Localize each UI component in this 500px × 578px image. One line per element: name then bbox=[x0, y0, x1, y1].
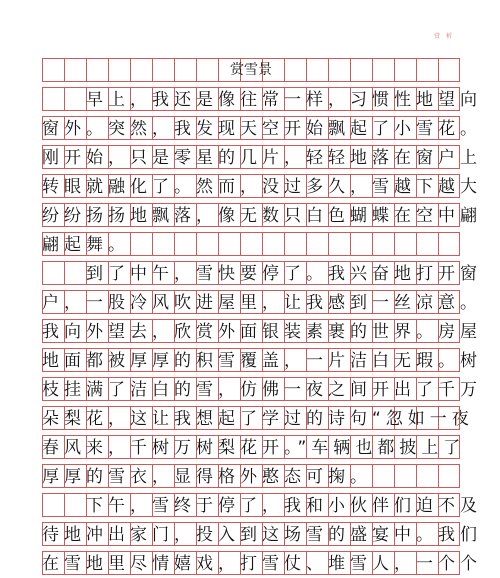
text-line: 朵梨花，这让我想起了学过的诗句“忽如一夜 bbox=[42, 409, 474, 429]
text-line: 到了中午，雪快要停了。我兴奋地打开窗 bbox=[42, 264, 482, 284]
text-row bbox=[42, 377, 482, 401]
text-row bbox=[42, 87, 482, 111]
text-row bbox=[42, 406, 474, 430]
text-line: 窗外。突然，我发现天空开始飘起了小雪花。 bbox=[42, 119, 482, 139]
text-row bbox=[42, 493, 482, 517]
text-line: 枝挂满了洁白的雪，仿佛一夜之间开出了千万 bbox=[42, 380, 482, 400]
text-line: 待地冲出家门，投入到这场雪的盛宴中。我们 bbox=[42, 525, 482, 545]
text-line: 春风来，千树万树梨花开。”车辆也都披上了 bbox=[42, 438, 466, 458]
text-row bbox=[42, 435, 466, 459]
text-line: 我向外望去，欣赏外面银装素裹的世界。房屋 bbox=[42, 322, 482, 342]
page-header-mark: 赏 析 bbox=[434, 33, 454, 40]
title-row bbox=[42, 58, 460, 82]
text-row bbox=[42, 464, 460, 488]
text-line: 在雪地里尽情嬉戏，打雪仗、堆雪人，一个个 bbox=[42, 554, 482, 574]
text-row bbox=[42, 116, 482, 140]
essay-title: 赏雪景 bbox=[230, 62, 272, 78]
text-line: 下午，雪终于停了，我和小伙伴们迫不及 bbox=[42, 496, 482, 516]
text-row bbox=[42, 290, 482, 314]
text-row bbox=[42, 348, 482, 372]
text-row bbox=[42, 232, 460, 256]
text-row bbox=[42, 174, 482, 198]
text-row bbox=[42, 522, 482, 546]
text-line: 纷纷扬扬地飘落，像无数只白色蝴蝶在空中翩 bbox=[42, 206, 482, 226]
text-line: 早上，我还是像往常一样，习惯性地望向 bbox=[42, 90, 482, 110]
text-line: 刚开始，只是零星的几片，轻轻地落在窗户上 bbox=[42, 148, 482, 168]
text-line: 户，一股冷风吹进屋里，让我感到一丝凉意。 bbox=[42, 293, 482, 313]
text-row bbox=[42, 319, 482, 343]
text-line: 厚厚的雪衣，显得格外憨态可掬。 bbox=[42, 467, 372, 487]
composition-sheet bbox=[42, 58, 482, 578]
text-line: 地面都被厚厚的积雪覆盖，一片洁白无瑕。树 bbox=[42, 351, 482, 371]
text-line: 翩起舞。 bbox=[42, 235, 130, 255]
text-row bbox=[42, 145, 482, 169]
text-row bbox=[42, 203, 482, 227]
text-row bbox=[42, 551, 482, 575]
text-line: 转眼就融化了。然而，没过多久，雪越下越大 bbox=[42, 177, 482, 197]
text-row bbox=[42, 261, 482, 285]
